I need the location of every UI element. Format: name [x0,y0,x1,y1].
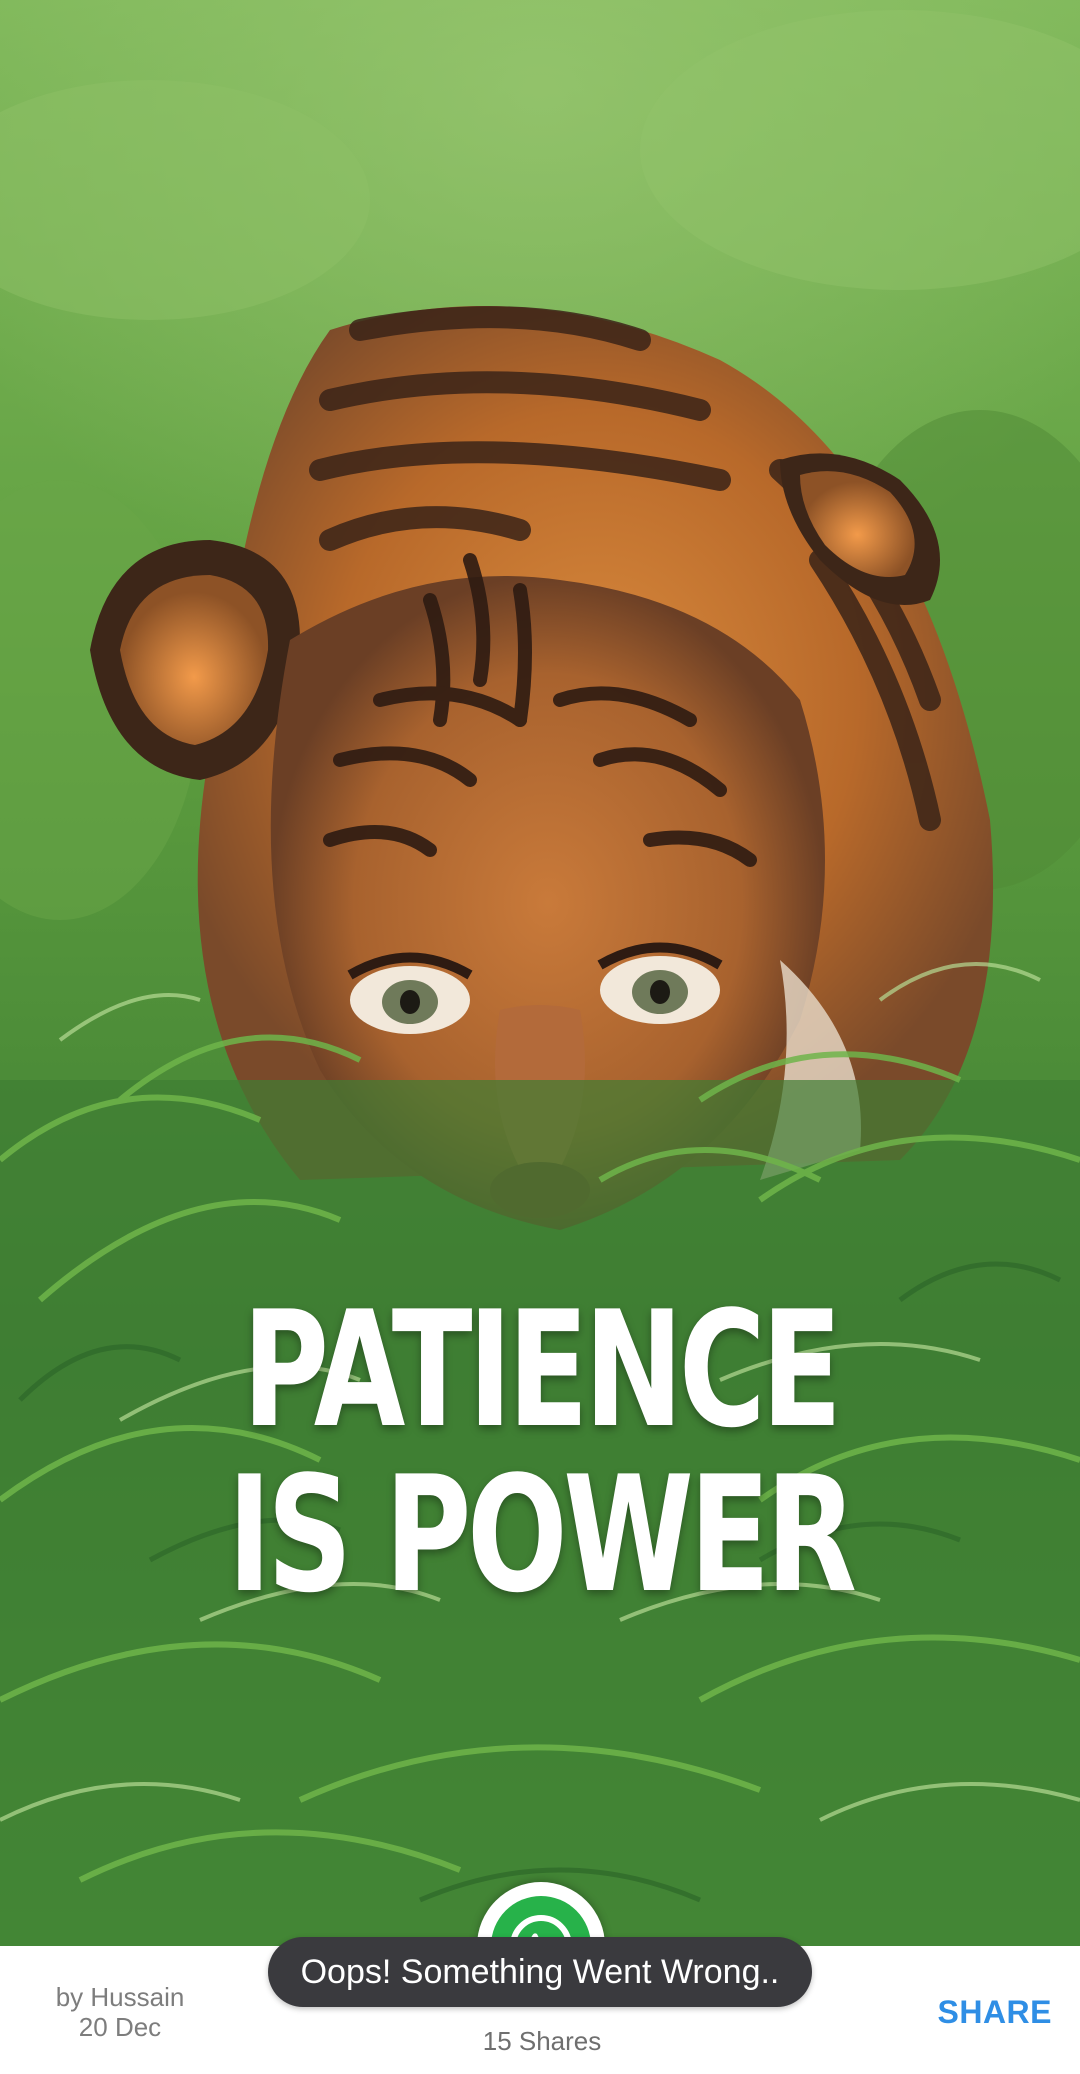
author-name: by Hussain [55,1982,185,2012]
post-date: 20 Dec [78,2012,162,2042]
author-info [40,1982,200,2042]
error-toast: Oops! Something Went Wrong.. [268,1937,812,2007]
share-button[interactable]: SHARE [925,1994,1064,2031]
quote-line-1: PATIENCE [242,1276,838,1463]
quote-line-2: IS POWER [227,1441,853,1628]
share-count: 15 Shares [482,2026,602,2056]
